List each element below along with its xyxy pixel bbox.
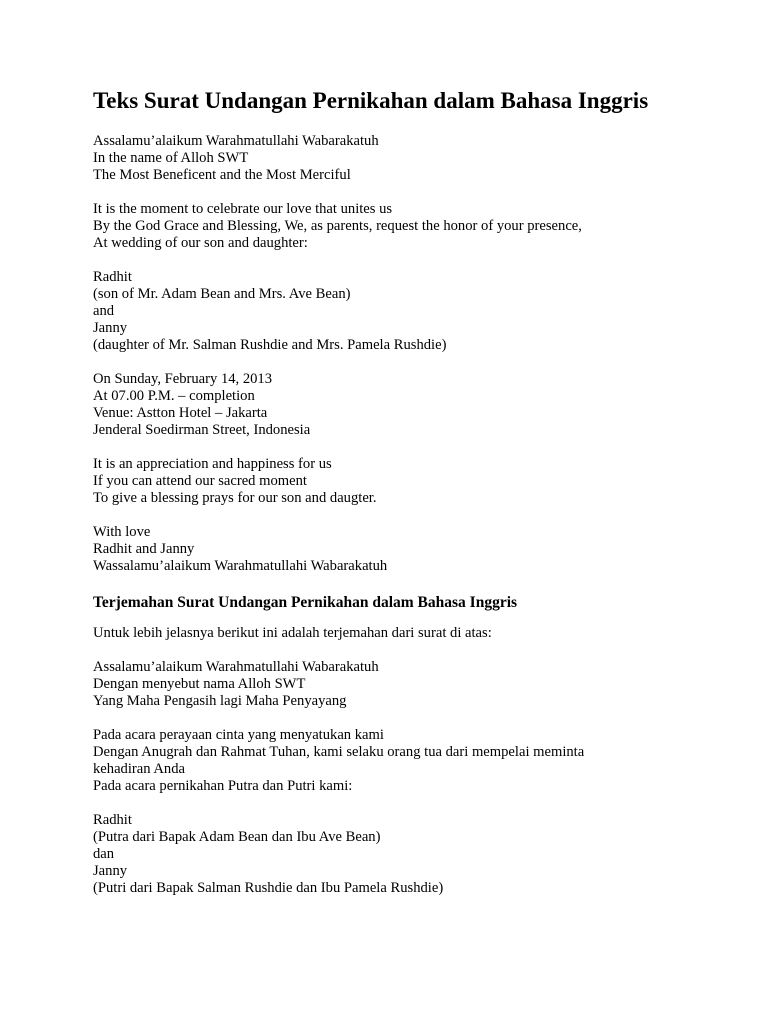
english-intro-block xyxy=(93,201,708,252)
text-line: At 07.00 P.M. – completion xyxy=(93,388,255,404)
text-line: Dengan Anugrah dan Rahmat Tuhan, kami selaku orang tua dari mempelai meminta xyxy=(93,744,585,760)
text-line: Radhit and Janny xyxy=(93,541,195,557)
text-line: In the name of Alloh SWT xyxy=(93,150,249,166)
text-line: Wassalamu’alaikum Warahmatullahi Wabarakatuh xyxy=(93,558,388,574)
text-line: By the God Grace and Blessing, We, as parents, request the honor of your presence, xyxy=(93,218,582,234)
text-line: Yang Maha Pengasih lagi Maha Penyayang xyxy=(93,693,347,709)
text-line: On Sunday, February 14, 2013 xyxy=(93,371,273,387)
english-couple-block xyxy=(93,269,708,354)
text-line: Jenderal Soedirman Street, Indonesia xyxy=(93,422,311,438)
translation-couple-block xyxy=(93,812,708,897)
text-line: and xyxy=(93,303,115,319)
text-line: (daughter of Mr. Salman Rushdie and Mrs. Pamela Rushdie) xyxy=(93,337,447,353)
text-line: Assalamu’alaikum Warahmatullahi Wabarakatuh xyxy=(93,133,379,149)
text-line: (son of Mr. Adam Bean and Mrs. Ave Bean) xyxy=(93,286,351,302)
document-title: Teks Surat Undangan Pernikahan dalam Bahasa Inggris xyxy=(93,88,649,113)
text-line: Untuk lebih jelasnya berikut ini adalah terjemahan dari surat di atas: xyxy=(93,625,492,641)
text-line: dan xyxy=(93,846,115,862)
text-line: Venue: Astton Hotel – Jakarta xyxy=(93,405,268,421)
text-line: Radhit xyxy=(93,812,132,828)
translation-heading: Terjemahan Surat Undangan Pernikahan dalam Bahasa Inggris xyxy=(93,594,518,611)
text-line: (Putra dari Bapak Adam Bean dan Ibu Ave Bean) xyxy=(93,829,381,845)
text-line: Janny xyxy=(93,320,128,336)
text-line: Pada acara perayaan cinta yang menyatukan kami xyxy=(93,727,384,743)
translation-greeting-block xyxy=(93,659,708,710)
text-line: The Most Beneficent and the Most Merciful xyxy=(93,167,351,183)
text-line: Assalamu’alaikum Warahmatullahi Wabarakatuh xyxy=(93,659,379,675)
text-line: Radhit xyxy=(93,269,132,285)
text-line: If you can attend our sacred moment xyxy=(93,473,307,489)
text-line: Dengan menyebut nama Alloh SWT xyxy=(93,676,306,692)
text-line: kehadiran Anda xyxy=(93,761,185,777)
text-line: Janny xyxy=(93,863,128,879)
text-line: At wedding of our son and daughter: xyxy=(93,235,308,251)
english-signoff-block xyxy=(93,524,708,575)
text-line: To give a blessing prays for our son and daugter. xyxy=(93,490,377,506)
translation-body-block xyxy=(93,727,708,795)
english-greeting-block xyxy=(93,133,708,184)
text-line: (Putri dari Bapak Salman Rushdie dan Ibu Pamela Rushdie) xyxy=(93,880,444,896)
english-closing-block xyxy=(93,456,708,507)
english-event-block xyxy=(93,371,708,439)
translation-intro-block xyxy=(93,625,708,642)
text-line: It is an appreciation and happiness for us xyxy=(93,456,332,472)
text-line: Pada acara pernikahan Putra dan Putri kami: xyxy=(93,778,353,794)
text-line: It is the moment to celebrate our love that unites us xyxy=(93,201,393,217)
text-line: With love xyxy=(93,524,151,540)
